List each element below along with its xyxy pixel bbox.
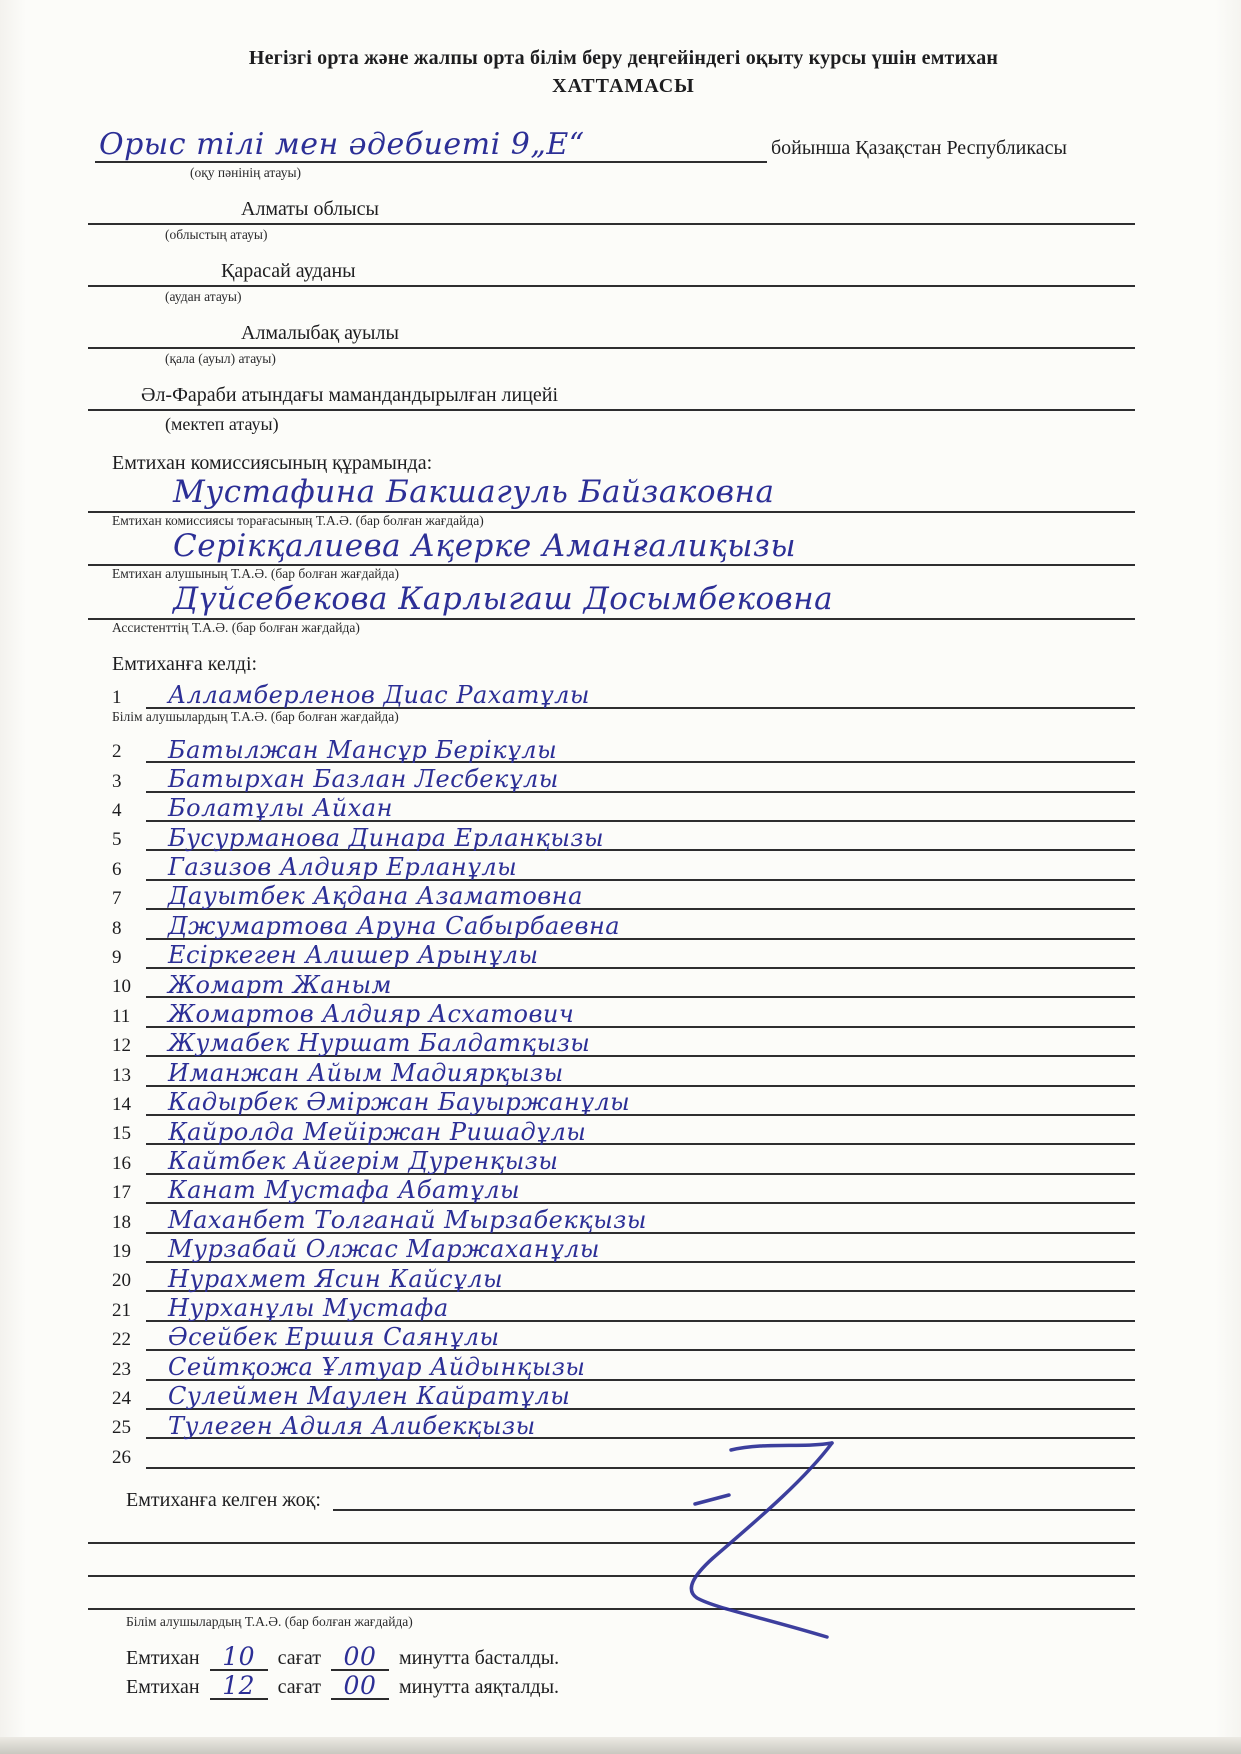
location-fields	[112, 196, 1135, 435]
student-name-handwritten: Маханбет Толганай Мырзабекқызы	[146, 1209, 1135, 1234]
student-number: 25	[112, 1417, 131, 1439]
student-row	[112, 881, 1135, 910]
absent-blank-line	[88, 1511, 1135, 1544]
subject-printed-suffix: бойынша Қазақстан Республикасы	[771, 137, 1067, 159]
student-name-handwritten: Болатұлы Айхан	[146, 797, 1135, 822]
student-number: 7	[112, 888, 122, 910]
student-name-handwritten: Әсейбек Ершия Саянұлы	[146, 1326, 1135, 1351]
student-row	[112, 940, 1135, 969]
student-number: 15	[112, 1123, 131, 1145]
student-number: 9	[112, 947, 122, 969]
commission-member-1	[112, 475, 1135, 529]
absent-section	[112, 1484, 1135, 1630]
student-row	[112, 851, 1135, 880]
absent-blank-lines	[112, 1511, 1135, 1610]
start-between: сағат	[277, 1646, 321, 1669]
exam-end-time-line	[112, 1671, 1135, 1701]
student-row	[112, 734, 1135, 763]
student-row	[112, 1204, 1135, 1233]
absent-heading: Емтиханға келген жоқ:	[126, 1488, 321, 1511]
student-row	[112, 1116, 1135, 1145]
location-field-3	[112, 320, 1135, 367]
student-number: 4	[112, 800, 122, 822]
student-number: 13	[112, 1064, 131, 1086]
commission-member-name: Мустафина Бакшагуль Байзаковна	[88, 475, 1135, 513]
attended-student-list	[112, 678, 1135, 1469]
location-field-value: Алматы облысы	[88, 196, 1135, 225]
student-name-handwritten: Сулеймен Маулен Кайратұлы	[146, 1385, 1135, 1410]
absent-section-label: Білім алушылардың Т.А.Ә. (бар болған жағдайда)	[126, 1613, 413, 1629]
student-number: 5	[112, 829, 122, 851]
commission-member-2	[112, 529, 1135, 583]
student-name-handwritten	[146, 1467, 1135, 1469]
student-row	[112, 1028, 1135, 1057]
student-number: 8	[112, 917, 122, 939]
student-row	[112, 822, 1135, 851]
student-number: 18	[112, 1211, 131, 1233]
location-field-label: (облыстың атауы)	[165, 227, 268, 242]
student-row	[112, 1175, 1135, 1204]
student-number: 20	[112, 1270, 131, 1292]
absent-blank-line	[88, 1544, 1135, 1577]
student-row	[112, 1351, 1135, 1380]
student-number: 6	[112, 858, 122, 880]
commission-members	[112, 475, 1135, 636]
student-name-handwritten: Канат Мустафа Абатұлы	[146, 1179, 1135, 1204]
student-name-handwritten: Батырхан Базлан Лесбекұлы	[146, 768, 1135, 793]
location-field-value: Әл-Фараби атындағы мамандандырылған лицейі	[88, 382, 1135, 411]
location-field-label: (аудан атауы)	[165, 289, 242, 304]
student-number: 21	[112, 1299, 131, 1321]
student-number: 3	[112, 770, 122, 792]
location-field-value: Алмалыбақ ауылы	[88, 320, 1135, 349]
document-title-line1: Негізгі орта және жалпы орта білім беру деңгейіндегі оқыту курсы үшін емтихан	[248, 47, 999, 69]
student-name-handwritten: Батылжан Мансұр Берікұлы	[146, 739, 1135, 764]
absent-first-line	[333, 1509, 1135, 1511]
student-row	[112, 1322, 1135, 1351]
attended-heading: Емтиханға келді:	[112, 652, 258, 675]
student-row	[112, 763, 1135, 792]
student-name-handwritten: Мурзабай Олжас Маржаханұлы	[146, 1238, 1135, 1263]
end-between: сағат	[277, 1675, 321, 1698]
end-hour-handwritten: 12	[210, 1675, 268, 1700]
commission-member-name: Дүйсебекова Карлыгаш Досымбековна	[88, 582, 1135, 620]
start-prefix: Емтихан	[126, 1646, 200, 1669]
student-name-handwritten: Тулеген Адиля Алибекқызы	[146, 1415, 1135, 1440]
end-minute-handwritten: 00	[331, 1675, 389, 1700]
student-number: 11	[112, 1005, 131, 1027]
student-number: 19	[112, 1240, 131, 1262]
student-row	[112, 1145, 1135, 1174]
student-number: 17	[112, 1182, 131, 1204]
student-row	[112, 998, 1135, 1027]
student-name-handwritten: Иманжан Айым Мадиярқызы	[146, 1062, 1135, 1087]
end-suffix: минутта аяқталды.	[398, 1675, 560, 1698]
student-name-handwritten: Қайролда Мейіржан Ришадұлы	[146, 1121, 1135, 1146]
student-row	[112, 678, 1135, 709]
location-field-label: (мектеп атауы)	[165, 414, 279, 434]
student-row	[112, 1439, 1135, 1468]
student-row	[112, 1381, 1135, 1410]
location-field-4	[112, 382, 1135, 435]
student-name-handwritten: Жумабек Нуршат Балдатқызы	[146, 1032, 1135, 1057]
student-name-handwritten: Жомартов Алдияр Асхатович	[146, 1003, 1135, 1028]
scan-bottom-edge	[0, 1737, 1241, 1754]
student-number: 22	[112, 1329, 131, 1351]
commission-member-3	[112, 582, 1135, 636]
student-number: 10	[112, 976, 131, 998]
end-prefix: Емтихан	[126, 1675, 200, 1698]
student-name-handwritten: Нурахмет Ясин Кайсұлы	[146, 1268, 1135, 1293]
student-number: 14	[112, 1094, 131, 1115]
student-row	[112, 910, 1135, 939]
student-number: 24	[112, 1387, 131, 1409]
student-name-handwritten: Сейтқожа Ұлтуар Айдынқызы	[146, 1356, 1135, 1381]
commission-member-label: Емтихан алушының Т.А.Ә. (бар болған жағдайда)	[112, 566, 400, 582]
student-number: 2	[112, 741, 122, 763]
start-suffix: минутта басталды.	[398, 1646, 560, 1669]
student-row	[112, 793, 1135, 822]
student-name-handwritten: Джумартова Аруна Сабырбаевна	[146, 915, 1135, 940]
start-hour-handwritten: 10	[210, 1646, 268, 1671]
student-number: 26	[112, 1446, 131, 1468]
student-name-handwritten: Дауытбек Ақдана Азаматовна	[146, 885, 1135, 910]
student-number: 1	[112, 686, 122, 708]
location-field-label: (қала (ауыл) атауы)	[165, 351, 276, 366]
student-name-handwritten: Жомарт Жаным	[146, 974, 1135, 999]
start-minute-handwritten: 00	[331, 1646, 389, 1671]
student-name-handwritten: Бусурманова Динара Ерланқызы	[146, 827, 1135, 852]
student-row	[112, 1263, 1135, 1292]
absent-blank-line	[88, 1577, 1135, 1610]
student-name-handwritten: Нурханұлы Мустафа	[146, 1297, 1135, 1322]
student-name-handwritten: Алламберленов Диас Рахатұлы	[146, 684, 1135, 709]
subject-field-label: (оқу пәнінің атауы)	[190, 165, 302, 180]
commission-member-label: Ассистенттің Т.А.Ә. (бар болған жағдайда)	[112, 619, 360, 635]
commission-member-label: Емтихан комиссиясы торағасының Т.А.Ә. (бар болған жағдайда)	[112, 512, 484, 528]
student-name-handwritten: Газизов Алдияр Ерланұлы	[146, 856, 1135, 881]
student-number: 16	[112, 1152, 131, 1174]
location-field-2	[112, 258, 1135, 305]
subject-field	[99, 113, 1135, 163]
student-row	[112, 969, 1135, 998]
subject-handwritten-value: Орыс тілі мен әдебиеті 9„Е“	[95, 128, 767, 163]
student-row	[112, 1410, 1135, 1439]
student-name-handwritten: Есіркеген Алишер Арынұлы	[146, 944, 1135, 969]
student-name-handwritten: Кадырбек Әміржан Бауыржанұлы	[146, 1091, 1135, 1116]
student-row	[112, 1234, 1135, 1263]
commission-heading: Емтихан комиссиясының құрамында:	[112, 452, 433, 474]
student-number: 23	[112, 1358, 131, 1380]
commission-member-name: Серікқалиева Ақерке Аманғалиқызы	[88, 529, 1135, 567]
student-number: 12	[112, 1035, 131, 1057]
exam-start-time-line	[112, 1642, 1135, 1672]
student-row	[112, 1087, 1135, 1116]
student-row	[112, 1057, 1135, 1086]
student-name-handwritten: Кайтбек Айгерім Дуренқызы	[146, 1150, 1135, 1175]
students-list-label: Білім алушылардың Т.А.Ә. (бар болған жағдайда)	[112, 708, 399, 724]
student-row	[112, 1292, 1135, 1321]
location-field-1	[112, 196, 1135, 243]
location-field-value: Қарасай ауданы	[88, 258, 1135, 287]
document-title-line2: ХАТТАМАСЫ	[552, 75, 695, 97]
